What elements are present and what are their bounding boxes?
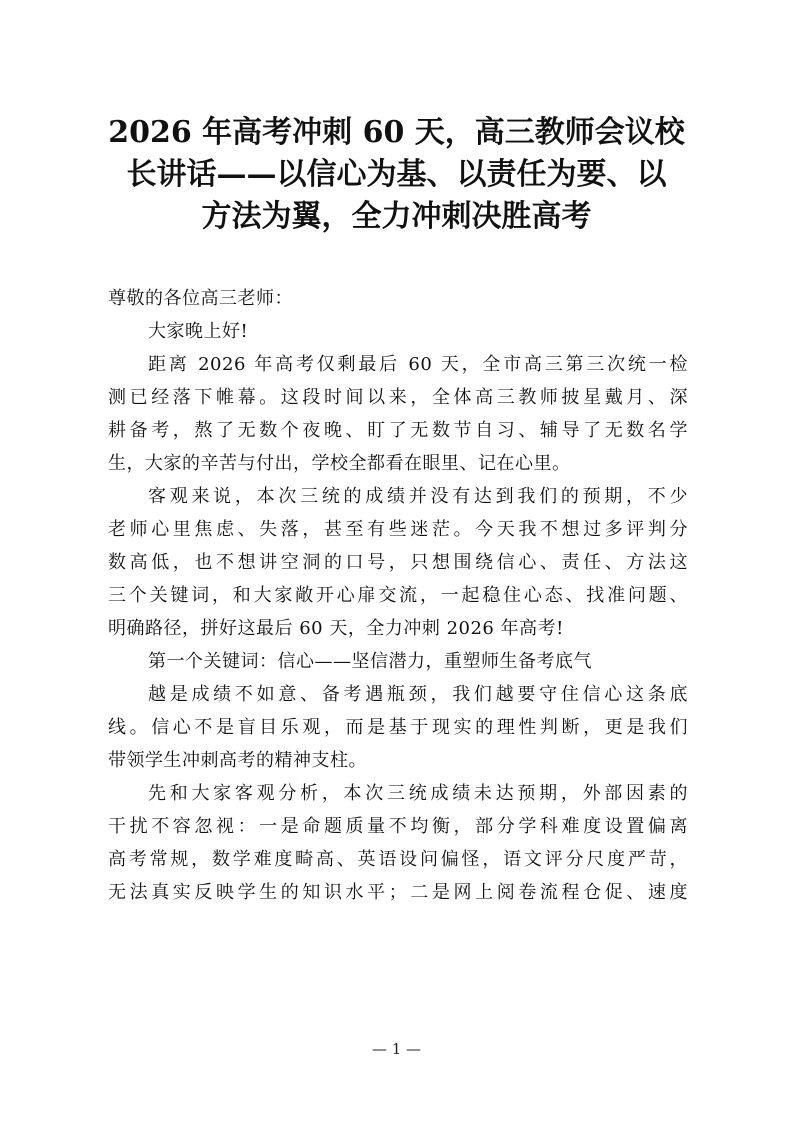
- title-line: 2026 年高考冲刺 60 天，高三教师会议校: [108, 115, 685, 150]
- greeting: 大家晚上好!: [148, 321, 249, 342]
- body-line: 先和大家客观分析，本次三统成绩未达预期，外部因素的: [148, 783, 688, 804]
- body-line: 数高低，也不想讲空洞的口号，只想围绕信心、责任、方法这: [108, 552, 688, 573]
- body-line: 明确路径，拼好这最后 60 天，全力冲刺 2026 年高考!: [108, 618, 564, 639]
- body-line: 三个关键词，和大家敞开心扉交流，一起稳住心态、找准问题、: [108, 585, 688, 606]
- body-line: 距离 2026 年高考仅剩最后 60 天，全市高三第三次统一检: [148, 354, 688, 375]
- body-line: 干扰不容忽视：一是命题质量不均衡，部分学科难度设置偏离: [108, 816, 688, 837]
- body-line: 生，大家的辛苦与付出，学校全都看在眼里、记在心里。: [108, 453, 571, 474]
- body-line: 无法真实反映学生的知识水平；二是网上阅卷流程仓促、速度: [108, 882, 688, 903]
- body-line: 高考常规，数学难度畸高、英语设问偏怪，语文评分尺度严苛，: [108, 849, 688, 870]
- document-title: [100, 112, 693, 238]
- title-line: 长讲话——以信心为基、以责任为要、以: [126, 157, 667, 192]
- body-line: 带领学生冲刺高考的精神支柱。: [108, 750, 367, 771]
- body-line: 客观来说，本次三统的成绩并没有达到我们的预期，不少: [148, 486, 688, 507]
- page-number: — 1 —: [371, 1040, 422, 1058]
- document-body: [108, 282, 688, 909]
- section-heading: 第一个关键词：信心——坚信潜力，重塑师生备考底气: [148, 651, 592, 672]
- salutation: 尊敬的各位高三老师：: [108, 288, 293, 309]
- title-line: 方法为翼，全力冲刺决胜高考: [201, 199, 592, 234]
- body-line: 老师心里焦虑、失落，甚至有些迷茫。今天我不想过多评判分: [108, 519, 688, 540]
- body-line: 越是成绩不如意、备考遇瓶颈，我们越要守住信心这条底: [148, 684, 688, 705]
- body-line: 测已经落下帷幕。这段时间以来，全体高三教师披星戴月、深: [108, 387, 688, 408]
- body-line: 线。信心不是盲目乐观，而是基于现实的理性判断，更是我们: [108, 717, 688, 738]
- body-line: 耕备考，熬了无数个夜晚、盯了无数节自习、辅导了无数名学: [108, 420, 688, 441]
